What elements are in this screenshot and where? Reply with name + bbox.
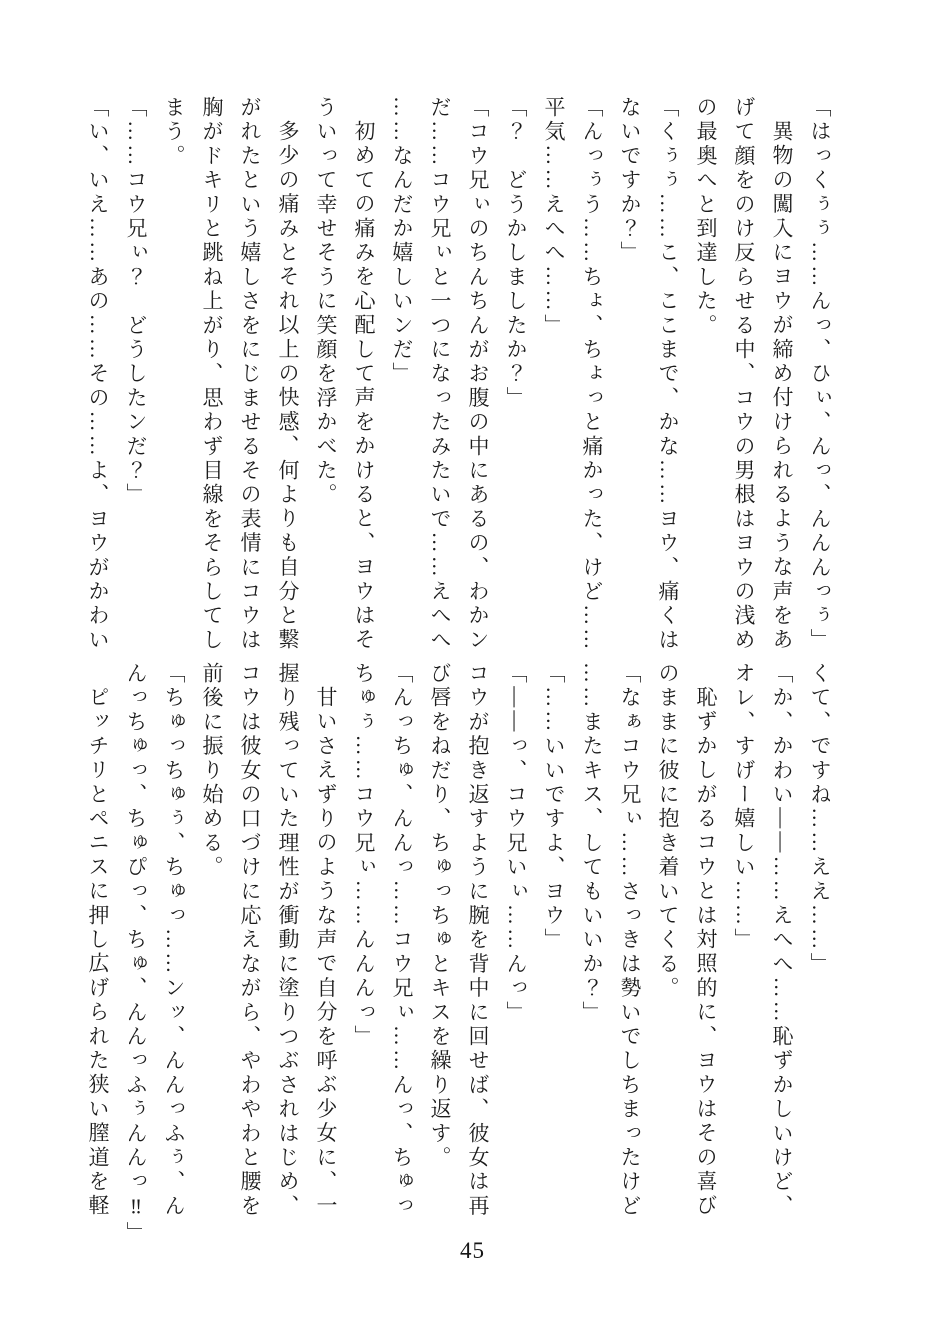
text-column: のままに彼に抱き着いてくる。 — [656, 662, 680, 1001]
text-column: 平気……えへへ……」 — [542, 96, 566, 338]
text-column: び唇をねだり、ちゅっちゅとキスを繰り返す。 — [428, 662, 452, 1171]
text-column: 「んっぅう……ちょ、ちょっと痛かった、けど…… — [580, 96, 604, 653]
text-column: 甘いさえずりのような声で自分を呼ぶ少女に、一 — [314, 686, 338, 1219]
text-column: 「？ どうかしましたか？」 — [504, 96, 528, 411]
text-column: くて、ですね……ええ……」 — [808, 662, 832, 977]
text-column: 多少の痛みとそれ以上の快感、何よりも自分と繋 — [276, 120, 300, 653]
text-column: 「なぁコウ兄ぃ……さっきは勢いでしちまったけど — [618, 662, 642, 1219]
text-column: 「はっくぅぅ……んっ、ひぃ、んっ、んんんっぅ」 — [808, 96, 832, 653]
text-column: コウが抱き返すように腕を背中に回せば、彼女は再 — [466, 662, 490, 1219]
text-column: まう。 — [162, 96, 186, 169]
text-column: がれたという嬉しさをにじませるその表情にコウは — [238, 96, 262, 653]
text-column: 「んっちゅ、んんっ……コウ兄ぃ……んっ、ちゅっ — [390, 662, 414, 1219]
text-column: 前後に振り始める。 — [200, 662, 224, 880]
text-column: 「い、いえ……あの……その……よ、ヨウがかわい — [86, 96, 110, 653]
text-column: 「……コウ兄ぃ？ どうしたンだ？」 — [124, 96, 148, 508]
text-column: 恥ずかしがるコウとは対照的に、ヨウはその喜び — [694, 686, 718, 1219]
text-column: 「くぅぅ……こ、ここまで、かな……ヨウ、痛くは — [656, 96, 680, 653]
text-column: 「コウ兄ぃのちんちんがお腹の中にあるの、わかン — [466, 96, 490, 653]
text-column: 異物の闖入にヨウが締め付けられるような声をあ — [770, 120, 794, 653]
text-column: 握り残っていた理性が衝動に塗りつぶされはじめ、 — [276, 662, 300, 1219]
text-column: んっちゅっ、ちゅぴっ、ちゅ、んんっふぅんんっ‼」 — [124, 662, 148, 1246]
text-column: ないですか？」 — [618, 96, 642, 266]
text-column: 「ちゅっちゅぅ、ちゅっ……ンッ、んんっふぅ、ん — [162, 662, 186, 1219]
text-column: 「……いいですよ、ヨウ」 — [542, 662, 566, 953]
text-column: オレ、すげー嬉しい……」 — [732, 662, 756, 953]
text-column: コウは彼女の口づけに応えながら、やわやわと腰を — [238, 662, 262, 1219]
text-column: 胸がドキリと跳ね上がり、思わず目線をそらしてし — [200, 96, 224, 653]
text-column: 「か、かわい――……えへへ……恥ずかしいけど、 — [770, 662, 794, 1219]
text-column: ……なんだか嬉しいンだ」 — [390, 96, 414, 387]
text-column: ピッチリとペニスに押し広げられた狭い膣道を軽 — [86, 686, 110, 1219]
text-column: だ……コウ兄ぃと一つになったみたいで……えへへ — [428, 96, 452, 653]
text-column: ちゅぅ……コウ兄ぃ……んんんっ」 — [352, 662, 376, 1050]
text-column: ……またキス、してもいいか？」 — [580, 662, 604, 1025]
text-column: げて顔をのけ反らせる中、コウの男根はヨウの浅め — [732, 96, 756, 653]
page-number: 45 — [460, 1238, 485, 1263]
text-block-top — [79, 96, 839, 676]
text-column: 初めての痛みを心配して声をかけると、ヨウはそ — [352, 120, 376, 653]
text-block-bottom — [79, 662, 839, 1246]
text-column: の最奥へと到達した。 — [694, 96, 718, 338]
text-column: ういって幸せそうに笑顔を浮かべた。 — [314, 96, 338, 508]
text-column: 「――っ、コウ兄いぃ……んっ」 — [504, 662, 528, 1025]
